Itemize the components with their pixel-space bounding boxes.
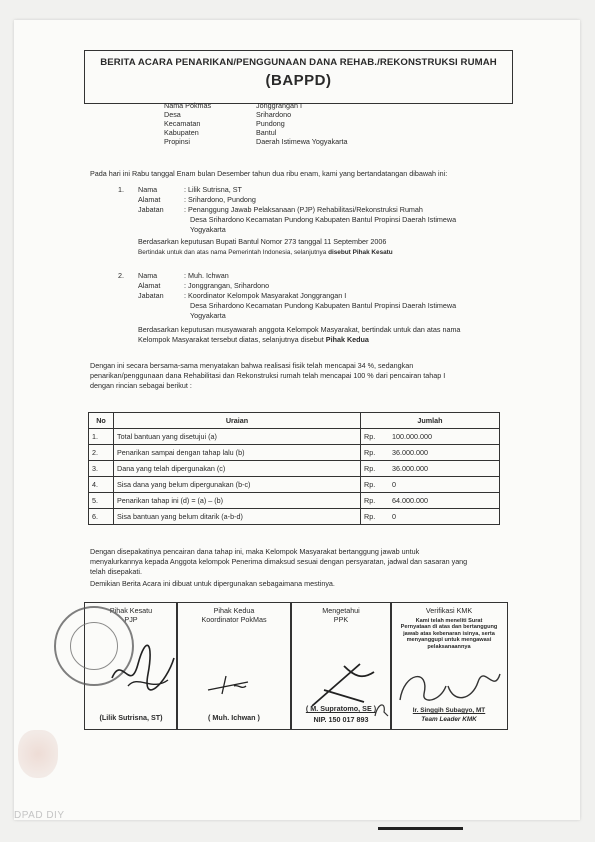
- party-number: 1.: [118, 185, 124, 194]
- note-line: menyanggupi untuk mengawasi: [406, 637, 492, 644]
- cell-uraian: Total bantuan yang disetujui (a): [114, 429, 361, 445]
- info-label: Propinsi: [164, 137, 190, 146]
- cell-uraian: Penarikan tahap ini (d) = (a) – (b): [114, 493, 361, 509]
- signature-name: ( M. Supratomo, SE ): [305, 704, 377, 714]
- signature-scribble-icon: [204, 672, 254, 698]
- field-label: Nama: [138, 271, 158, 280]
- field-label: Jabatan: [138, 205, 164, 214]
- signature-role: Koordinator PokMas: [201, 614, 267, 624]
- cell-no: 2.: [89, 445, 114, 461]
- cell-jumlah: 100.000.000: [389, 429, 500, 445]
- signature-name: Ir. Singgih Subagyo, MT: [412, 707, 486, 715]
- field-value-continued: Yogyakarta: [190, 225, 226, 234]
- verification-note: [391, 618, 507, 651]
- field-label: Jabatan: [138, 291, 164, 300]
- info-value: Pundong: [256, 119, 285, 128]
- cell-rp: Rp.: [361, 493, 390, 509]
- info-value: Bantul: [256, 128, 277, 137]
- party-number: 2.: [118, 271, 124, 280]
- signature-nip: NIP. 150 017 893: [313, 715, 369, 725]
- cell-rp: Rp.: [361, 445, 390, 461]
- cell-uraian: Penarikan sampai dengan tahap lalu (b): [114, 445, 361, 461]
- signature-title: Pihak Kedua: [213, 606, 255, 615]
- table-row: [89, 509, 500, 525]
- cell-no: 4.: [89, 477, 114, 493]
- cell-uraian: Dana yang telah dipergunakan (c): [114, 461, 361, 477]
- cell-jumlah: 0: [389, 509, 500, 525]
- col-header-no: No: [89, 413, 114, 429]
- field-value: : Muh. Ichwan: [184, 271, 229, 280]
- cell-rp: Rp.: [361, 429, 390, 445]
- watermark-text: DPAD DIY: [14, 810, 65, 821]
- info-label: Kabupaten: [164, 128, 199, 137]
- signature-scribble-icon: [108, 634, 178, 700]
- signature-title: Mengetahui: [322, 606, 360, 615]
- cell-uraian: Sisa dana yang belum dipergunakan (b-c): [114, 477, 361, 493]
- info-value: Jonggrangan I: [256, 101, 302, 110]
- initial-mark-icon: [372, 698, 392, 720]
- party-basis: Berdasarkan keputusan Bupati Bantul Nomor 273 tanggal 11 September 2006: [138, 237, 387, 246]
- note-line: Pernyataan di atas dan bertanggung: [400, 624, 498, 631]
- emblem-icon: [18, 730, 58, 778]
- cell-no: 6.: [89, 509, 114, 525]
- cell-rp: Rp.: [361, 509, 390, 525]
- info-label: Kecamatan: [164, 119, 201, 128]
- signature-scribble-icon: [394, 664, 504, 710]
- paragraph-line: penarikan/penggunaan dana Rehabilitasi dan Rekonstruksi rumah telah mencapai 100 % dari pencairan tahap I: [90, 371, 446, 380]
- intro-text: Pada hari ini Rabu tanggal Enam bulan Desember tahun dua ribu enam, kami yang bertandatangan dibawah ini:: [90, 169, 448, 178]
- field-label: Nama: [138, 185, 158, 194]
- field-label: Alamat: [138, 281, 161, 290]
- bottom-bar: [378, 827, 463, 830]
- signature-role: PPK: [333, 614, 349, 624]
- cell-uraian: Sisa bantuan yang belum ditarik (a-b-d): [114, 509, 361, 525]
- signature-name: (Lilik Sutrisna, ST): [99, 713, 163, 723]
- field-value-continued: Desa Srihardono Kecamatan Pundong Kabupaten Bantul Propinsi Daerah Istimewa: [190, 301, 457, 310]
- cell-jumlah: 36.000.000: [389, 445, 500, 461]
- signature-role: PJP: [124, 614, 138, 624]
- paragraph-line: Demikian Berita Acara ini dibuat untuk dipergunakan sebagaimana mestinya.: [90, 579, 335, 588]
- field-value: : Srihardono, Pundong: [184, 195, 256, 204]
- cell-no: 5.: [89, 493, 114, 509]
- paragraph-line: dengan rincian sebagai berikut :: [90, 381, 192, 390]
- cell-rp: Rp.: [361, 461, 390, 477]
- party-basis: Berdasarkan keputusan musyawarah anggota Kelompok Masyarakat, bertindak untuk dan atas nama: [138, 325, 461, 334]
- field-value: : Koordinator Kelompok Masyarakat Jonggrangan I: [184, 291, 347, 300]
- cell-jumlah: 64.000.000: [389, 493, 500, 509]
- field-value-continued: Yogyakarta: [190, 311, 226, 320]
- field-value: : Jonggrangan, Srihardono: [184, 281, 270, 290]
- cell-jumlah: 0: [389, 477, 500, 493]
- signature-role: Team Leader KMK: [421, 716, 477, 724]
- document-subtitle: (BAPPD): [265, 72, 332, 89]
- info-value: Daerah Istimewa Yogyakarta: [256, 137, 348, 146]
- field-value: : Lilik Sutrisna, ST: [184, 185, 242, 194]
- cell-no: 3.: [89, 461, 114, 477]
- table-row: [89, 429, 500, 445]
- paragraph-line: telah disepakati.: [90, 567, 142, 576]
- details-table: [88, 412, 500, 525]
- note-line: Kami telah meneliti Surat: [415, 617, 483, 624]
- col-header-uraian: Uraian: [114, 413, 361, 429]
- table-row: [89, 461, 500, 477]
- field-label: Alamat: [138, 195, 161, 204]
- table-row: [89, 445, 500, 461]
- signature-title: Verifikasi KMK: [425, 606, 473, 615]
- signature-name: ( Muh. Ichwan ): [208, 713, 260, 723]
- info-label: Nama Pokmas: [164, 101, 212, 110]
- col-header-jumlah: Jumlah: [361, 413, 500, 429]
- party-note: Bertindak untuk dan atas nama Pemerintah Indonesia, selanjutnya disebut Pihak Kesatu: [138, 249, 393, 256]
- table-header-row: [89, 413, 500, 429]
- paragraph-line: menyalurkannya kepada Anggota kelompok Penerima dimaksud sesuai dengan persyaratan, jadwal dan sasaran yang: [90, 557, 468, 566]
- note-line: pelaksanaannya: [427, 643, 471, 650]
- paragraph-line: Dengan ini secara bersama-sama menyatakan bahwa realisasi fisik telah mencapai 34 %, sedangkan: [90, 361, 414, 370]
- paragraph-line: Dengan disepakatinya pencairan dana tahap ini, maka Kelompok Masyarakat bertanggung jawab untuk: [90, 547, 420, 556]
- table-row: [89, 477, 500, 493]
- signature-title: Pihak Kesatu: [109, 606, 153, 615]
- party-note: Kelompok Masyarakat tersebut diatas, selanjutnya disebut Pihak Kedua: [138, 335, 369, 344]
- info-label: Desa: [164, 110, 181, 119]
- cell-jumlah: 36.000.000: [389, 461, 500, 477]
- field-value-continued: Desa Srihardono Kecamatan Pundong Kabupaten Bantul Propinsi Daerah Istimewa: [190, 215, 457, 224]
- cell-no: 1.: [89, 429, 114, 445]
- document-title: BERITA ACARA PENARIKAN/PENGGUNAAN DANA REHAB./REKONSTRUKSI RUMAH: [100, 57, 497, 68]
- note-line: jawab atas kebenaran isinya, serta: [403, 630, 495, 637]
- info-value: Srihardono: [256, 110, 292, 119]
- field-value: : Penanggung Jawab Pelaksanaan (PJP) Rehabilitasi/Rekonstruksi Rumah: [184, 205, 423, 214]
- title-box: [84, 50, 513, 104]
- cell-rp: Rp.: [361, 477, 390, 493]
- signature-box-pihak-kedua: [176, 602, 292, 730]
- table-row: [89, 493, 500, 509]
